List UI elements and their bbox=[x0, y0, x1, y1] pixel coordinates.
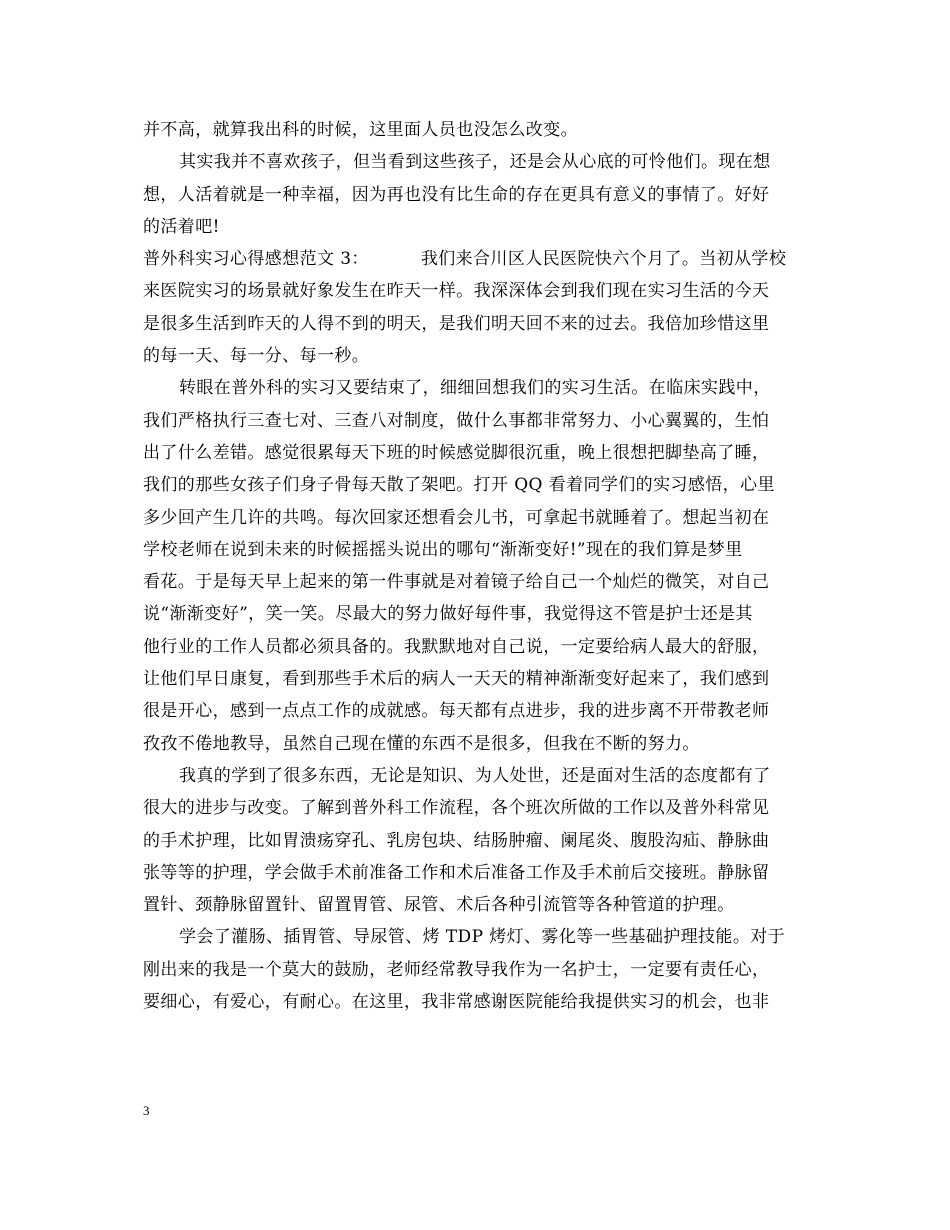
text-line: 多少回产生几许的共鸣。每次回家还想看会儿书，可拿起书就睡着了。想起当初在 bbox=[143, 507, 770, 528]
text-line: 来医院实习的场景就好象发生在昨天一样。我深深体会到我们现在实习生活的今天 bbox=[143, 281, 770, 302]
text-line: 是很多生活到昨天的人得不到的明天，是我们明天回不来的过去。我倍加珍惜这里 bbox=[143, 313, 770, 334]
text-line: 要细心，有爱心，有耐心。在这里，我非常感谢医院能给我提供实习的机会，也非 bbox=[143, 992, 770, 1013]
text-line: 我们的那些女孩子们身子骨每天散了架吧。打开 QQ 看着同学们的实习感悟，心里 bbox=[143, 475, 775, 496]
text-line: 学校老师在说到未来的时候摇摇头说出的哪句“渐渐变好!”现在的我们算是梦里 bbox=[143, 539, 743, 560]
text-line: 让他们早日康复，看到那些手术后的病人一天天的精神渐渐变好起来了，我们感到 bbox=[143, 669, 770, 690]
text-line: 我真的学到了很多东西，无论是知识、为人处世，还是面对生活的态度都有了 bbox=[179, 765, 771, 786]
text-line: 出了什么差错。感觉很累每天下班的时候感觉脚很沉重，晚上很想把脚垫高了睡， bbox=[143, 442, 770, 463]
text-line: 的活着吧! bbox=[143, 216, 220, 237]
text-line: 的每一天、每一分、每一秒。 bbox=[143, 346, 370, 367]
text-line: 学会了灌肠、插胃管、导尿管、烤 TDP 烤灯、雾化等一些基础护理技能。对于 bbox=[179, 927, 786, 948]
text-line: 其实我并不喜欢孩子，但当看到这些孩子，还是会从心底的可怜他们。现在想 bbox=[179, 152, 771, 173]
text-line: 我们来合川区人民医院快六个月了。当初从学校 bbox=[420, 249, 787, 270]
section-heading: 普外科实习心得感想范文 3： bbox=[143, 249, 369, 270]
text-line: 张等等的护理，学会做手术前准备工作和术后准备工作及手术前后交接班。静脉留 bbox=[143, 862, 770, 883]
document-body bbox=[143, 114, 815, 1018]
heading-line bbox=[143, 243, 815, 275]
text-line: 置针、颈静脉留置针、留置胃管、尿管、术后各种引流管等各种管道的护理。 bbox=[143, 895, 735, 916]
text-line: 说“渐渐变好”，笑一笑。尽最大的努力做好每件事，我觉得这不管是护士还是其 bbox=[143, 604, 753, 625]
text-line: 转眼在普外科的实习又要结束了，细细回想我们的实习生活。在临床实践中， bbox=[179, 378, 771, 399]
text-line: 并不高，就算我出科的时候，这里面人员也没怎么改变。 bbox=[143, 120, 578, 140]
text-line: 想，人活着就是一种幸福，因为再也没有比生命的存在更具有意义的事情了。好好 bbox=[143, 184, 770, 205]
text-line: 刚出来的我是一个莫大的鼓励，老师经常教导我作为一名护士，一定要有责任心， bbox=[143, 959, 770, 980]
text-line: 看花。于是每天早上起来的第一件事就是对着镜子给自己一个灿烂的微笑，对自己 bbox=[143, 572, 770, 593]
page-number: 3 bbox=[143, 1103, 150, 1118]
text-line: 的手术护理，比如胃溃疡穿孔、乳房包块、结肠肿瘤、阑尾炎、腹股沟疝、静脉曲 bbox=[143, 830, 770, 851]
text-line: 他行业的工作人员都必须具备的。我默默地对自己说，一定要给病人最大的舒服， bbox=[143, 636, 770, 657]
text-line: 很是开心，感到一点点工作的成就感。每天都有点进步，我的进步离不开带教老师 bbox=[143, 701, 770, 722]
text-line: 很大的进步与改变。了解到普外科工作流程，各个班次所做的工作以及普外科常见 bbox=[143, 798, 770, 819]
text-line: 我们严格执行三查七对、三查八对制度，做什么事都非常努力、小心翼翼的，生怕 bbox=[143, 410, 770, 431]
text-line: 孜孜不倦地教导，虽然自己现在懂的东西不是很多，但我在不断的努力。 bbox=[143, 733, 700, 754]
